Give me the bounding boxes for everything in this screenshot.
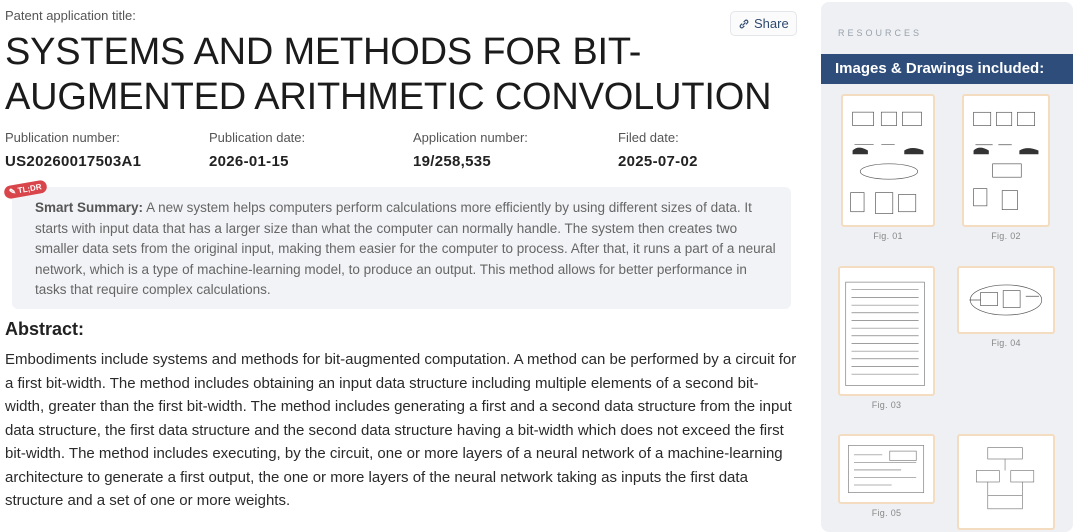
resources-label: RESOURCES: [838, 28, 923, 38]
share-label: Share: [754, 16, 789, 31]
figure-image: [838, 434, 935, 504]
publication-date: [209, 130, 305, 170]
meta-label: Application number:: [413, 130, 528, 145]
figure-caption: Fig. 02: [991, 231, 1021, 241]
meta-value: 19/258,535: [413, 153, 492, 170]
resources-sidebar: [821, 2, 1073, 532]
abstract-text: Embodiments include systems and methods for bit-augmented computation. A method can be performed by a circuit for a first bit-width. The method includes obtaining an input data structure including multiple elements of a second bit-width, greater than the first bit-width. The method includes generating a first and a second data structure from the input data structure, the first data structure and the second data structure having a bit-width which does not exceed the first bit-width. The method includes executing, by the circuit, one or more layers of a neural network of a machine-learning architecture to generate a first output, the one or more layers of the neural network taking as inputs the first data structure and a set of one or more weights.: [5, 351, 797, 509]
figure-thumbnail-03[interactable]: [838, 266, 935, 410]
figure-thumbnail-05[interactable]: [838, 434, 935, 518]
patent-meta: [5, 130, 795, 174]
meta-value: 2026-01-15: [209, 153, 289, 170]
meta-value: 2025-07-02: [618, 153, 698, 170]
title-label: Patent application title:: [5, 8, 136, 23]
figure-image: [838, 266, 935, 396]
meta-label: Publication number:: [5, 130, 120, 145]
smart-summary: [12, 187, 791, 309]
drawings-header: Images & Drawings included:: [821, 54, 1073, 84]
figure-caption: Fig. 03: [871, 400, 902, 410]
abstract-heading: Abstract:: [5, 319, 85, 339]
figure-caption: Fig. 05: [871, 508, 902, 518]
figure-thumbnail-04[interactable]: [957, 266, 1055, 348]
figure-thumbnail-01[interactable]: [841, 94, 935, 241]
figure-image: [957, 266, 1055, 334]
figure-image: [841, 94, 935, 227]
figure-image: [962, 94, 1050, 227]
publication-number: [5, 130, 141, 170]
meta-label: Publication date:: [209, 130, 306, 145]
summary-text: A new system helps computers perform calculations more efficiently by using different sizes of data. It starts with input data that has a larger size than what the computer can normally handle. The system then creates two smaller data sets from the original input, making them easier for the computer to process. After that, it runs a part of a neural network, which is a type of machine-learning model, to produce an output. This method allows for better performance in tasks that require complex calculations.: [35, 200, 776, 298]
summary-label: Smart Summary:: [35, 200, 144, 215]
pin-icon: ✎: [8, 186, 17, 197]
tldr-label: TL;DR: [17, 182, 43, 196]
figure-caption: Fig. 04: [991, 338, 1021, 348]
figure-image: [957, 434, 1055, 530]
filed-date: [618, 130, 698, 170]
meta-label: Filed date:: [618, 130, 679, 145]
page-title: SYSTEMS AND METHODS FOR BIT-AUGMENTED ARITHMETIC CONVOLUTION: [5, 31, 772, 118]
link-icon: [738, 18, 750, 30]
figure-caption: Fig. 01: [873, 231, 903, 241]
figure-thumbnail-06[interactable]: [957, 434, 1055, 530]
application-number: [413, 130, 528, 170]
meta-value: US20260017503A1: [5, 153, 142, 170]
figure-thumbnail-02[interactable]: [962, 94, 1050, 241]
